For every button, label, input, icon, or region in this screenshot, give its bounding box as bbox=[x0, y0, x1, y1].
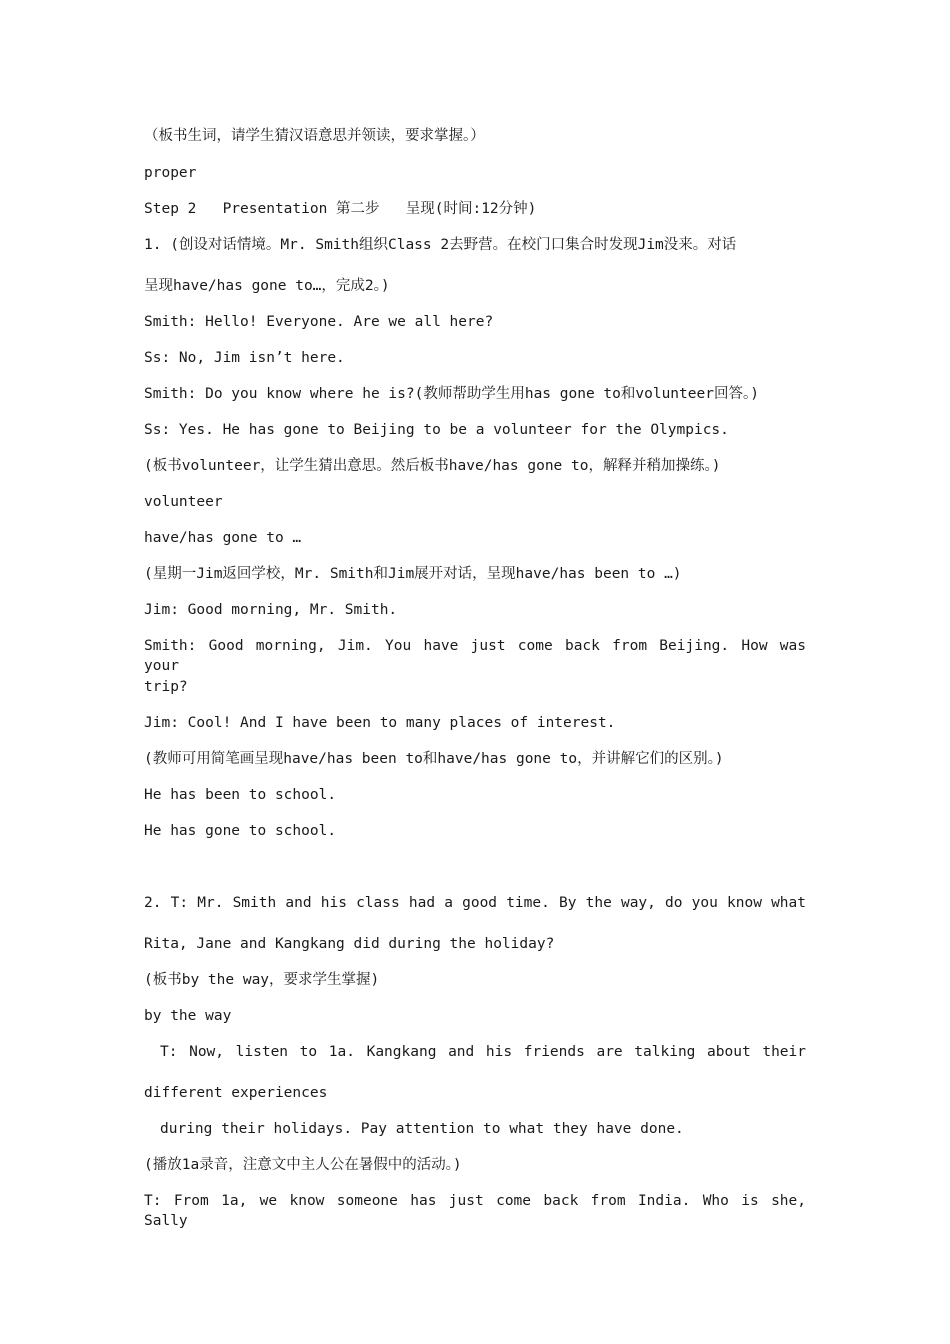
text-line: Ss: Yes. He has gone to Beijing to be a volunteer for the Olympics. bbox=[144, 422, 729, 438]
text-line: Smith: Good morning, Jim. You have just come back from Beijing. How was your bbox=[144, 638, 806, 674]
text-line: during their holidays. Pay attention to what they have done. bbox=[160, 1121, 684, 1137]
text-line: Smith: Do you know where he is?(教师帮助学生用has gone to和volunteer回答。) bbox=[144, 386, 759, 402]
text-line: Rita, Jane and Kangkang did during the holiday? bbox=[144, 936, 555, 952]
text-line: proper bbox=[144, 165, 197, 181]
text-line: Smith: Hello! Everyone. Are we all here? bbox=[144, 314, 494, 330]
text-line: (播放1a录音，注意文中主人公在暑假中的活动。) bbox=[144, 1157, 462, 1173]
text-line: 1. (创设对话情境。Mr. Smith组织Class 2去野营。在校门口集合时发现Jim没来。对话 bbox=[144, 237, 737, 253]
text-line: (星期一Jim返回学校，Mr. Smith和Jim展开对话，呈现have/has been to …) bbox=[144, 566, 682, 582]
text-line: Jim: Cool! And I have been to many places of interest. bbox=[144, 715, 616, 731]
text-line: (板书by the way，要求学生掌握) bbox=[144, 972, 380, 988]
text-line: volunteer bbox=[144, 494, 223, 510]
text-line: T: From 1a, we know someone has just come back from India. Who is she, Sally bbox=[144, 1193, 806, 1229]
text-line: 2. T: Mr. Smith and his class had a good time. By the way, do you know what bbox=[144, 895, 806, 911]
text-line: Ss: No, Jim isn’t here. bbox=[144, 350, 345, 366]
text-line: different experiences bbox=[144, 1085, 328, 1101]
text-line: (教师可用简笔画呈现have/has been to和have/has gone to，并讲解它们的区别。) bbox=[144, 751, 724, 767]
text-line: by the way bbox=[144, 1008, 232, 1024]
text-line: Jim: Good morning, Mr. Smith. bbox=[144, 602, 398, 618]
text-line: trip? bbox=[144, 679, 188, 695]
text-line: He has gone to school. bbox=[144, 823, 337, 839]
text-line: (板书volunteer，让学生猜出意思。然后板书have/has gone to，解释并稍加操练。) bbox=[144, 458, 721, 474]
text-line: 呈现have/has gone to…，完成2。) bbox=[144, 278, 390, 294]
text-line: （板书生词，请学生猜汉语意思并领读，要求掌握。） bbox=[144, 128, 485, 144]
text-line: He has been to school. bbox=[144, 787, 337, 803]
text-line: have/has gone to … bbox=[144, 530, 302, 546]
text-line: T: Now, listen to 1a. Kangkang and his friends are talking about their bbox=[160, 1044, 806, 1060]
text-line: Step 2 Presentation 第二步 呈现(时间:12分钟) bbox=[144, 201, 537, 217]
